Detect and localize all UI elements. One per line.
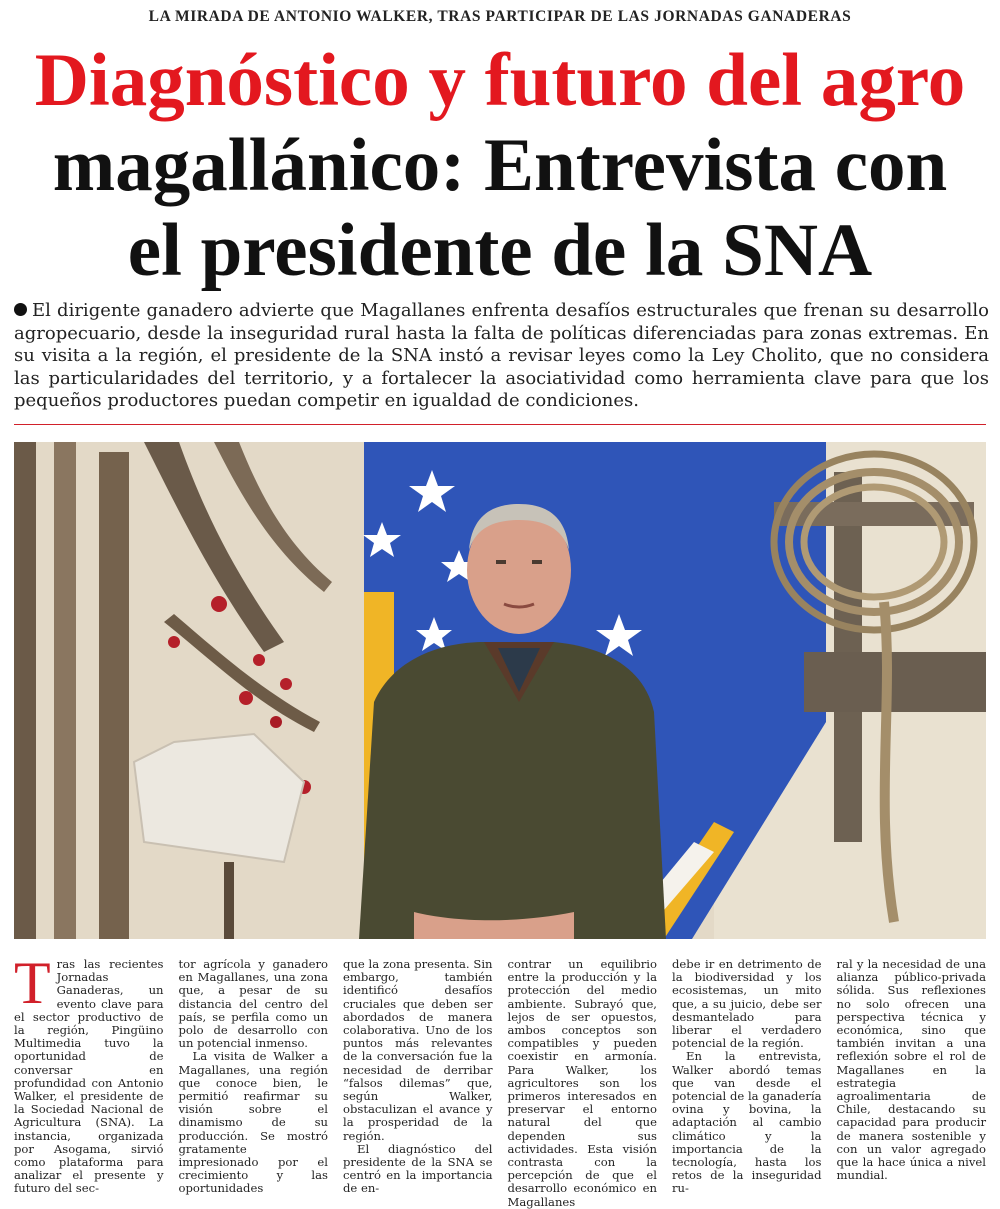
article-column-3	[343, 958, 493, 1209]
article-photo	[14, 442, 986, 939]
paragraph: tor agrícola y ganadero en Magallanes, una zona que, a pesar de su distancia del centro del país, se perfila como un polo de desarrollo con un potencial inmenso.	[178, 957, 328, 1051]
article-column-6	[837, 958, 987, 1209]
paragraph: En la entrevista, Walker abordó temas que van desde el potencial de la ganadería ovina y bovina, la adaptación al cambio climático y la importancia de la tecnología, hasta los retos de la inseguridad ru-	[672, 1049, 822, 1196]
wood-post	[99, 452, 129, 939]
paragraph: contrar un equilibrio entre la producción y la protección del medio ambiente. Subrayó que, lejos de ser opuestos, ambos conceptos son compatibles y pueden coexistir en armonía. Para Walker, los agricultores son los primeros interesados en preservar el entorno natural del que dependen sus actividades. Esta visión contrasta con la percepción de que el desarrollo económico en Magallanes	[507, 957, 657, 1209]
lead-paragraph	[14, 300, 989, 413]
bullet-icon	[14, 303, 27, 316]
paragraph: El diagnóstico del presidente de la SNA se centró en la importancia de en-	[343, 1141, 493, 1196]
headline-line-2: magallánico: Entrevista con	[52, 124, 948, 207]
lamp-stand	[224, 862, 234, 939]
wood-post	[14, 442, 36, 939]
paragraph: debe ir en detrimento de la biodiversidad y los ecosistemas, un mito que, a su juicio, debe ser desmantelado para liberar el verdadero potencial de la región.	[672, 957, 822, 1051]
article-column-2	[179, 958, 329, 1209]
headline-line-1: Diagnóstico y futuro del agro	[34, 39, 966, 122]
article-column-1	[14, 950, 164, 1209]
paragraph: ral y la necesidad de una alianza público-privada sólida. Sus reflexiones no solo ofrecen una perspectiva técnica y económica, sino que también invitan a una reflexión sobre el rol de Magallanes en la estrategia agroalimentaria de Chile, destacando su capacidad para producir de manera sostenible y con un valor agregado que la hace única a nivel mundial.	[836, 957, 986, 1183]
headline-line-3: el presidente de la SNA	[127, 209, 873, 292]
paragraph	[14, 950, 164, 1196]
kicker: LA MIRADA DE ANTONIO WALKER, TRAS PARTICIPAR DE LAS JORNADAS GANADERAS	[148, 8, 852, 25]
photo-illustration	[14, 442, 986, 939]
headline	[0, 38, 1000, 293]
paragraph: La visita de Walker a Magallanes, una región que conoce bien, le permitió reafirmar su visión sobre el dinamismo de su producción. Se mostró gratamente impresionado por el crecimiento y las oportunidades	[178, 1049, 328, 1196]
divider-rule	[14, 424, 986, 425]
article-column-4	[508, 958, 658, 1209]
article-body	[14, 950, 986, 1209]
dropcap: T	[14, 950, 51, 1016]
paragraph-text: ras las recientes Jornadas Ganaderas, un evento clave para el sector productivo de la región, Pingüino Multimedia tuvo la oportunidad de conversar en profundidad con Antonio Walker, el presidente de la Sociedad Nacional de Agricultura (SNA). La instancia, organizada por Asogama, sirvió como plataforma para analizar el presente y futuro del sec-	[14, 957, 164, 1196]
lead-text: El dirigente ganadero advierte que Magallanes enfrenta desafíos estructurales que frenan su desarrollo agropecuario, desde la inseguridad rural hasta la falta de políticas diferenciadas para zonas extremas. En su visita a la región, el presidente de la SNA instó a revisar leyes como la Ley Cholito, que no considera las particularidades del territorio, y a fortalecer la asociatividad como herramienta clave para que los pequeños productores puedan competir en igualdad de condiciones.	[14, 300, 989, 411]
article-column-5	[672, 958, 822, 1209]
wood-post	[54, 442, 76, 939]
paragraph: que la zona presenta. Sin embargo, también identificó desafíos cruciales que deben ser abordados de manera colaborativa. Uno de los puntos más relevantes de la conversación fue la necesidad de derribar “falsos dilemas” que, según Walker, obstaculizan el avance y la prosperidad de la región.	[343, 957, 493, 1143]
